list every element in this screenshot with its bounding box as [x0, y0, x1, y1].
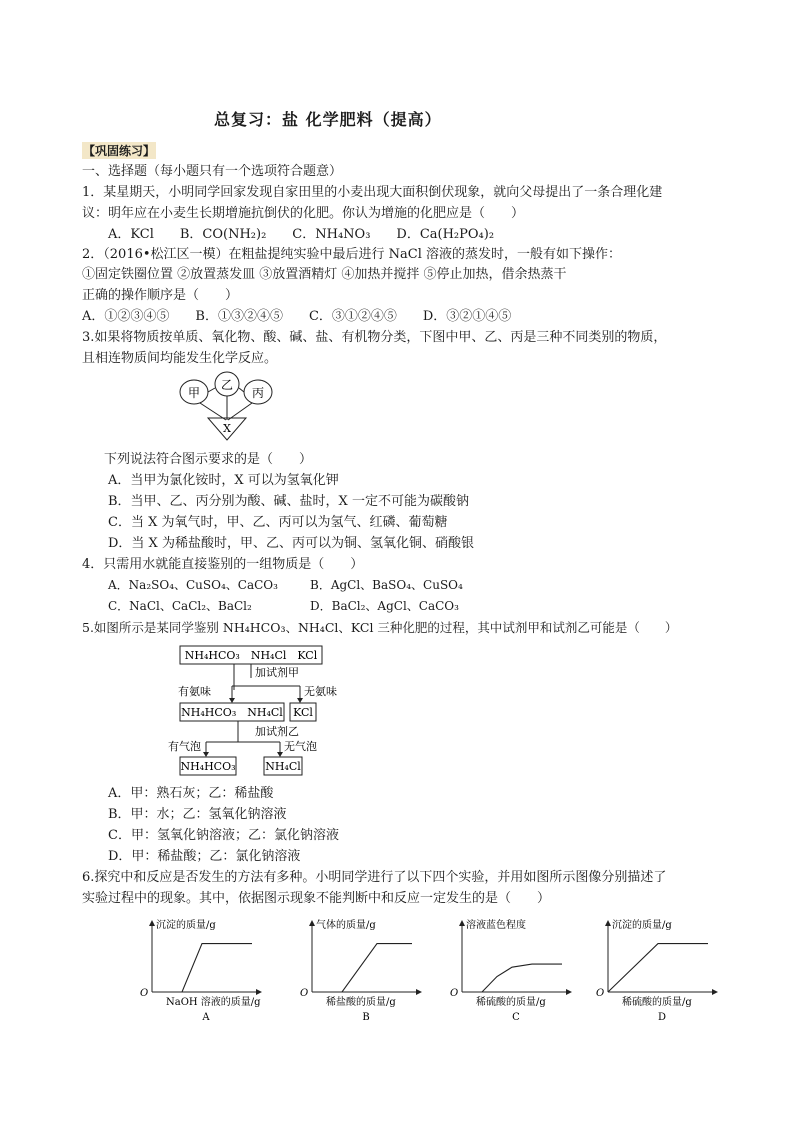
q5-option-a: A．甲：熟石灰；乙：稀盐酸: [108, 786, 274, 801]
flow-reagent2: 加试剂乙: [255, 725, 299, 738]
chart-a: [130, 912, 280, 1024]
diagram-label-a: 甲: [187, 386, 201, 400]
diagram-label-c: 丙: [251, 386, 265, 400]
page-title: 总复习：盐 化学肥料（提高）: [214, 110, 442, 129]
series-line: [152, 944, 252, 992]
q4-option-b: B．AgCl、BaSO₄、CuSO₄: [310, 578, 463, 592]
q6-line2: 实验过程中的现象。其中，依据图示现象不能判断中和反应一定发生的是（ ）: [82, 891, 551, 906]
q1-line2: 议：明年应在小麦生长期增施抗倒伏的化肥。你认为增施的化肥应是（ ）: [82, 206, 525, 221]
chart-tag: A: [202, 1012, 210, 1023]
x-axis-label: 稀硫酸的质量/g: [622, 997, 692, 1008]
q5-option-c: C．甲：氢氧化钠溶液；乙：氯化钠溶液: [108, 828, 339, 843]
q4-option-a: A．Na₂SO₄、CuSO₄、CaCO₃: [108, 578, 278, 592]
chart-tag: D: [657, 1012, 667, 1023]
part-heading: 一、选择题（每小题只有一个选项符合题意）: [82, 164, 343, 179]
chart-d: [586, 912, 726, 1024]
flow-kcl-text: KCl: [293, 706, 313, 719]
y-axis-label: 沉淀的质量/g: [156, 920, 216, 931]
flow-left1: 有氨味: [178, 685, 211, 698]
origin-label: O: [300, 988, 309, 999]
flow-mid-text: NH₄HCO₃ NH₄Cl: [181, 706, 283, 719]
x-axis-label: NaOH 溶液的质量/g: [166, 997, 261, 1008]
q3-ask: 下列说法符合图示要求的是（ ）: [104, 452, 313, 467]
q3-line2: 且相连物质间均能发生化学反应。: [82, 351, 278, 366]
q4-option-d: D．BaCl₂、AgCl、CaCO₃: [310, 599, 459, 613]
q3-option-c: C．当 X 为氧气时，甲、乙、丙可以为氢气、红磷、葡萄糖: [108, 515, 448, 530]
x-axis-label: 稀盐酸的质量/g: [326, 997, 396, 1008]
flow-out1-text: NH₄HCO₃: [180, 760, 236, 773]
chart-b: [290, 912, 430, 1024]
diagram-label-x: X: [223, 422, 231, 435]
q2-line3: 正确的操作顺序是（ ）: [82, 288, 239, 303]
q6-line1: 6.探究中和反应是否发生的方法有多种。小明同学进行了以下四个实验，并用如图所示图像分别描述了: [82, 870, 667, 885]
q5-flowchart: [160, 640, 340, 778]
flow-top-text: NH₄HCO₃ NH₄Cl KCl: [184, 649, 318, 662]
q2-line2: ①固定铁圈位置 ②放置蒸发皿 ③放置酒精灯 ④加热并搅拌 ⑤停止加热，借余热蒸干: [82, 267, 567, 282]
flow-reagent1: 加试剂甲: [255, 666, 299, 679]
origin-label: O: [450, 988, 459, 999]
q3-option-d: D．当 X 为稀盐酸时，甲、乙、丙可以为铜、氢氧化铜、硝酸银: [108, 536, 474, 551]
series-line: [608, 944, 708, 992]
q2-options: A．①②③④⑤ B．①③②④⑤ C．③①②④⑤ D．③②①④⑤: [82, 309, 512, 324]
y-axis-label: 溶液蓝色程度: [466, 920, 526, 931]
flow-left2: 有气泡: [168, 740, 201, 753]
q1-options: A．KCl B．CO(NH₂)₂ C．NH₄NO₃ D．Ca(H₂PO₄)₂: [108, 227, 495, 242]
section-label: 【巩固练习】: [83, 144, 156, 158]
chart-c: [440, 912, 580, 1024]
q4-line1: 4．只需用水就能直接鉴别的一组物质是（ ）: [82, 557, 364, 572]
series-line: [462, 964, 562, 992]
q4-option-c: C．NaCl、CaCl₂、BaCl₂: [108, 599, 252, 613]
origin-label: O: [140, 988, 149, 999]
chart-tag: B: [362, 1012, 370, 1023]
q1-line1: 1．某星期天，小明同学回家发现自家田里的小麦出现大面积倒伏现象，就向父母提出了一条合理化建: [82, 185, 663, 200]
origin-label: O: [596, 988, 605, 999]
x-axis-label: 稀硫酸的质量/g: [476, 997, 546, 1008]
q3-line1: 3.如果将物质按单质、氧化物、酸、碱、盐、有机物分类，下图中甲、乙、丙是三种不同类别的物质，: [82, 330, 667, 345]
flow-right2: 无气泡: [284, 740, 317, 753]
q5-line1: 5.如图所示是某同学鉴别 NH₄HCO₃、NH₄Cl、KCl 三种化肥的过程，其中试剂甲和试剂乙可能是（ ）: [82, 620, 678, 635]
series-line: [312, 944, 412, 992]
flow-out2-text: NH₄Cl: [265, 760, 301, 773]
q3-option-a: A．当甲为氯化铵时，X 可以为氢氧化钾: [108, 473, 339, 488]
q3-relation-diagram: [170, 370, 280, 442]
y-axis-label: 沉淀的质量/g: [612, 920, 672, 931]
chart-tag: C: [512, 1012, 520, 1023]
q3-option-b: B．当甲、乙、丙分别为酸、碱、盐时，X 一定不可能为碳酸钠: [108, 494, 469, 509]
diagram-label-b: 乙: [220, 378, 234, 392]
y-axis-label: 气体的质量/g: [316, 920, 376, 931]
q5-option-d: D．甲：稀盐酸；乙：氯化钠溶液: [108, 849, 301, 864]
flow-right1: 无氨味: [304, 685, 337, 698]
q5-option-b: B．甲：水；乙：氢氧化钠溶液: [108, 807, 287, 822]
q2-line1: 2．（2016•松江区一模）在粗盐提纯实验中最后进行 NaCl 溶液的蒸发时，一般有如下操作：: [82, 247, 622, 262]
